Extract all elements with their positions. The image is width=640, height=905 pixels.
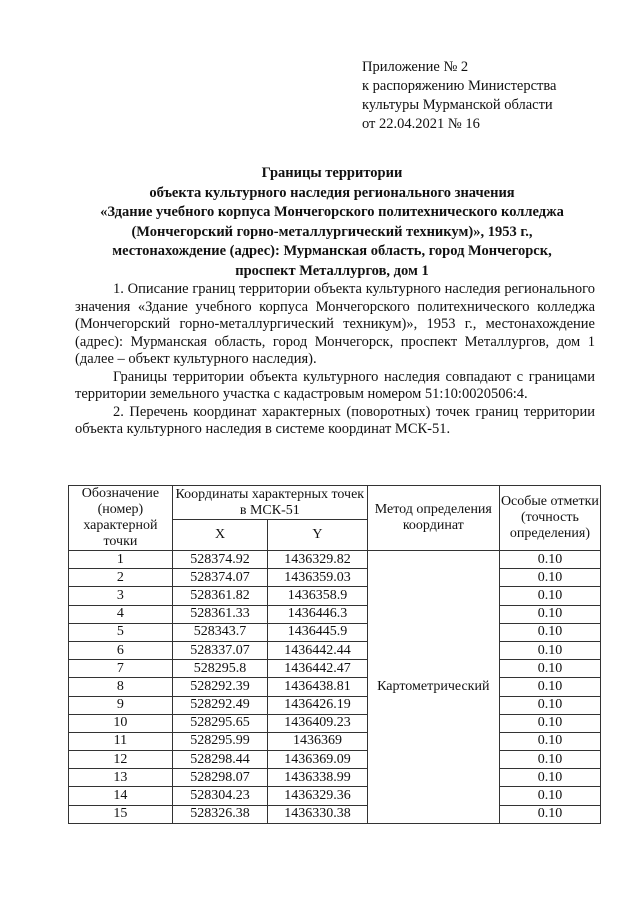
coord-x: 528295.8 <box>172 660 267 678</box>
title-line: объекта культурного наследия регионального значения <box>149 184 515 201</box>
table-row <box>69 551 601 569</box>
coord-x: 528298.44 <box>172 751 267 769</box>
header-x: X <box>172 520 267 551</box>
table-row <box>69 696 601 714</box>
paragraph-description: 1. Описание границ территории объекта культурного наследия регионального значения «Здание учебного корпуса Мончегорского политехнического колледжа (Мончегорский горно-металлургический техникум)», 1953 г., местонахождение (адрес): Мурманская область, город Мончегорск, проспект Металлургов, дом 1 (далее – объект культурного наследия). <box>75 281 595 367</box>
point-number: 7 <box>69 660 173 678</box>
table-row <box>69 714 601 732</box>
point-number: 6 <box>69 641 173 659</box>
header-notes: Особые отметки (точность определения) <box>499 486 600 551</box>
point-number: 5 <box>69 623 173 641</box>
coord-y: 1436369.09 <box>268 751 368 769</box>
point-number: 3 <box>69 587 173 605</box>
title-line: «Здание учебного корпуса Мончегорского политехнического колледжа <box>100 204 564 220</box>
coord-y: 1436445.9 <box>268 623 368 641</box>
accuracy: 0.10 <box>499 751 600 769</box>
appendix-header <box>362 58 622 134</box>
accuracy: 0.10 <box>499 787 600 805</box>
point-number: 2 <box>69 569 173 587</box>
point-number: 15 <box>69 805 173 823</box>
coord-x: 528326.38 <box>172 805 267 823</box>
appendix-line: Приложение № 2 <box>362 59 469 75</box>
accuracy: 0.10 <box>499 769 600 787</box>
paragraph-coordinates-list: 2. Перечень координат характерных (поворотных) точек границ территории объекта культурного наследия в системе координат МСК-51. <box>75 403 595 437</box>
accuracy: 0.10 <box>499 678 600 696</box>
coord-y: 1436446.3 <box>268 605 368 623</box>
table-row <box>69 569 601 587</box>
point-number: 14 <box>69 787 173 805</box>
appendix-line: к распоряжению Министерства <box>362 78 557 94</box>
coord-x: 528295.65 <box>172 714 267 732</box>
table-row <box>69 660 601 678</box>
coord-y: 1436369 <box>268 732 368 750</box>
appendix-line: культуры Мурманской области <box>362 97 553 113</box>
coord-y: 1436409.23 <box>268 714 368 732</box>
coord-x: 528304.23 <box>172 787 267 805</box>
point-number: 4 <box>69 605 173 623</box>
coord-x: 528374.92 <box>172 551 267 569</box>
paragraph-boundaries: Границы территории объекта культурного наследия совпадают с границами территории земельного участка с кадастровым номером 51:10:0020506:4. <box>75 368 595 402</box>
point-number: 13 <box>69 769 173 787</box>
header-point: Обозначение (номер) характерной точки <box>69 486 173 551</box>
coord-y: 1436438.81 <box>268 678 368 696</box>
point-number: 9 <box>69 696 173 714</box>
coord-y: 1436329.36 <box>268 787 368 805</box>
coord-x: 528292.49 <box>172 696 267 714</box>
title-line: местонахождение (адрес): Мурманская область, город Мончегорск, <box>112 243 552 259</box>
table-row <box>69 605 601 623</box>
header-coords: Координаты характерных точек в МСК-51 <box>172 486 367 520</box>
coord-x: 528374.07 <box>172 569 267 587</box>
table-row <box>69 623 601 641</box>
accuracy: 0.10 <box>499 569 600 587</box>
table-row <box>69 732 601 750</box>
accuracy: 0.10 <box>499 641 600 659</box>
header-y: Y <box>268 520 368 551</box>
accuracy: 0.10 <box>499 805 600 823</box>
accuracy: 0.10 <box>499 551 600 569</box>
table-row <box>69 641 601 659</box>
method-cell: Картометрический <box>367 551 499 824</box>
table-row <box>69 787 601 805</box>
header-method: Метод определения координат <box>367 486 499 551</box>
coord-y: 1436442.47 <box>268 660 368 678</box>
title-line: Границы территории <box>261 165 403 181</box>
accuracy: 0.10 <box>499 732 600 750</box>
accuracy: 0.10 <box>499 587 600 605</box>
coord-y: 1436330.38 <box>268 805 368 823</box>
coord-x: 528295.99 <box>172 732 267 750</box>
document-title <box>62 164 602 281</box>
accuracy: 0.10 <box>499 605 600 623</box>
accuracy: 0.10 <box>499 660 600 678</box>
coord-y: 1436426.19 <box>268 696 368 714</box>
point-number: 8 <box>69 678 173 696</box>
table-row <box>69 805 601 823</box>
accuracy: 0.10 <box>499 623 600 641</box>
title-line: проспект Металлургов, дом 1 <box>235 262 429 279</box>
coord-y: 1436442.44 <box>268 641 368 659</box>
coord-x: 528292.39 <box>172 678 267 696</box>
coord-x: 528361.33 <box>172 605 267 623</box>
coord-y: 1436359.03 <box>268 569 368 587</box>
table-row <box>69 678 601 696</box>
table-row <box>69 587 601 605</box>
title-line: (Мончегорский горно-металлургический техникум)», 1953 г., <box>131 223 533 240</box>
point-number: 11 <box>69 732 173 750</box>
point-number: 12 <box>69 751 173 769</box>
coord-x: 528343.7 <box>172 623 267 641</box>
coord-y: 1436329.82 <box>268 551 368 569</box>
table-body <box>69 551 601 824</box>
coord-x: 528361.82 <box>172 587 267 605</box>
accuracy: 0.10 <box>499 714 600 732</box>
point-number: 10 <box>69 714 173 732</box>
point-number: 1 <box>69 551 173 569</box>
coord-y: 1436338.99 <box>268 769 368 787</box>
body-text <box>75 281 595 439</box>
appendix-line: от 22.04.2021 № 16 <box>362 116 480 132</box>
accuracy: 0.10 <box>499 696 600 714</box>
table-row <box>69 751 601 769</box>
coord-y: 1436358.9 <box>268 587 368 605</box>
table-row <box>69 769 601 787</box>
coord-x: 528337.07 <box>172 641 267 659</box>
coord-x: 528298.07 <box>172 769 267 787</box>
coordinates-table <box>68 485 601 824</box>
